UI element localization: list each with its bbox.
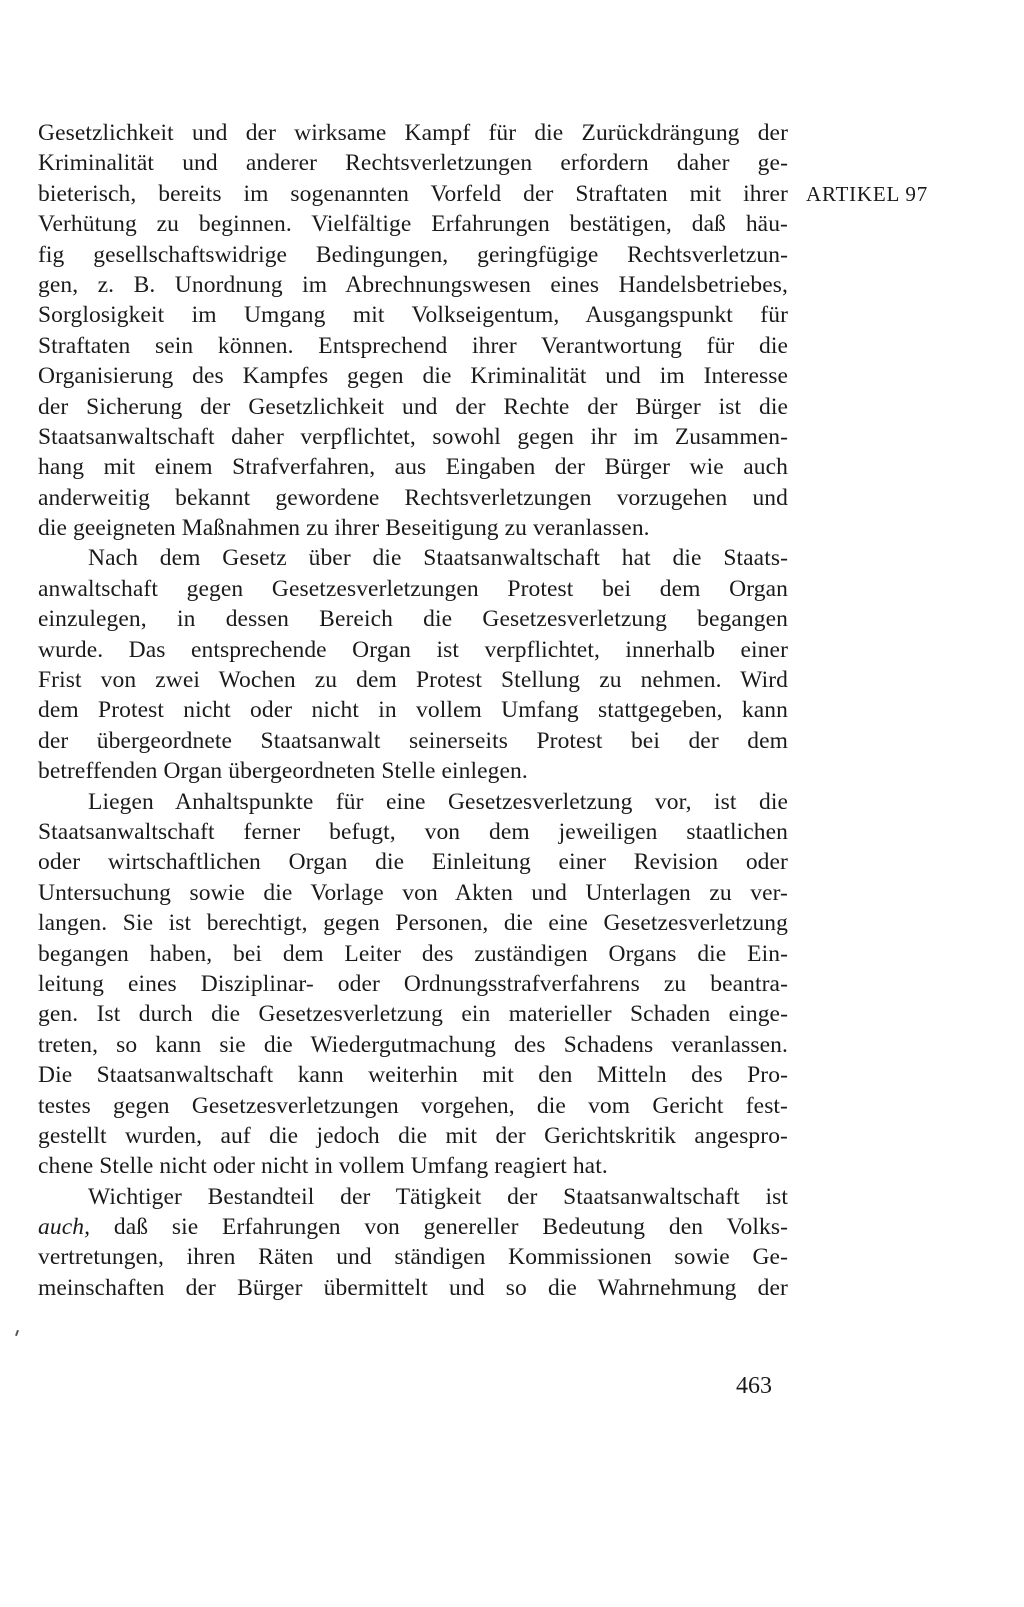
text-line: Nach dem Gesetz über die Staatsanwaltschaft hat die Staats- [88,545,788,572]
body-text [38,118,788,1303]
text-line: Sorglosigkeit im Umgang mit Volkseigentum, Ausgangspunkt für [38,302,788,329]
text-line: dem Protest nicht oder nicht in vollem Umfang stattgegeben, kann [38,697,788,724]
emphasized-word: auch, [38,1214,91,1241]
text-line: langen. Sie ist berechtigt, gegen Personen, die eine Gesetzesverletzung [38,910,788,937]
text-line: gen. Ist durch die Gesetzesverletzung ein materieller Schaden einge- [38,1001,788,1028]
text-line: Liegen Anhaltspunkte für eine Gesetzesverletzung vor, ist die [88,788,788,815]
text-line: Organisierung des Kampfes gegen die Kriminalität und im Interesse [38,363,788,390]
text-line: oder wirtschaftlichen Organ die Einleitung einer Revision oder [38,849,788,876]
paragraph [38,787,788,1182]
text-line: die geeigneten Maßnahmen zu ihrer Beseitigung zu veranlassen. [38,515,650,542]
paragraph [38,1182,788,1304]
text-line: meinschaften der Bürger übermittelt und so die Wahrnehmung der [38,1274,788,1301]
text-line: vertretungen, ihren Räten und ständigen Kommissionen sowie Ge- [38,1244,788,1271]
text-line: Kriminalität und anderer Rechtsverletzungen erfordern daher ge- [38,150,788,177]
text-line: der Sicherung der Gesetzlichkeit und der Rechte der Bürger ist die [38,393,788,420]
text-line: der übergeordnete Staatsanwalt seinerseits Protest bei der dem [38,727,788,754]
text-line: treten, so kann sie die Wiedergutmachung des Schadens veranlassen. [38,1031,788,1058]
text-line: Verhütung zu beginnen. Vielfältige Erfahrungen bestätigen, daß häu- [38,211,788,238]
text-line: Untersuchung sowie die Vorlage von Akten und Unterlagen zu ver- [38,879,788,906]
text-line: leitung eines Disziplinar- oder Ordnungsstrafverfahrens zu beantra- [38,970,788,997]
page-number: 463 [736,1373,772,1399]
text-line: bieterisch, bereits im sogenannten Vorfeld der Straftaten mit ihrer [38,180,788,207]
print-speck [15,1330,19,1336]
text-line: chene Stelle nicht oder nicht in vollem Umfang reagiert hat. [38,1153,608,1180]
text-line: Straftaten sein können. Entsprechend ihrer Verantwortung für die [38,332,788,359]
text-line: fig gesellschaftswidrige Bedingungen, geringfügige Rechtsverletzun- [38,241,788,268]
text-line: Wichtiger Bestandteil der Tätigkeit der Staatsanwaltschaft ist [88,1183,788,1210]
text-line: Staatsanwaltschaft ferner befugt, von dem jeweiligen staatlichen [38,818,788,845]
text-line: testes gegen Gesetzesverletzungen vorgehen, die vom Gericht fest- [38,1092,788,1119]
text-line: wurde. Das entsprechende Organ ist verpflichtet, innerhalb einer [38,636,788,663]
text-line: Staatsanwaltschaft daher verpflichtet, sowohl gegen ihr im Zusammen- [38,423,788,450]
text-line: begangen haben, bei dem Leiter des zuständigen Organs die Ein- [38,940,788,967]
article-margin-note: ARTIKEL 97 [806,182,929,206]
text-line: gestellt wurden, auf die jedoch die mit der Gerichtskritik angespro- [38,1122,788,1149]
paragraph [38,118,788,543]
text-line: anderweitig bekannt gewordene Rechtsverletzungen vorzugehen und [38,484,788,511]
text-line: einzulegen, in dessen Bereich die Gesetzesverletzung begangen [38,606,788,633]
text-line: Gesetzlichkeit und der wirksame Kampf für die Zurückdrängung der [38,120,788,146]
text-line: Die Staatsanwaltschaft kann weiterhin mit den Mitteln des Pro- [38,1062,788,1089]
text-line: auch, daß sie Erfahrungen von genereller Bedeutung den Volks- [38,1214,788,1241]
text-line: anwaltschaft gegen Gesetzesverletzungen Protest bei dem Organ [38,575,788,602]
text-line: betreffenden Organ übergeordneten Stelle einlegen. [38,758,528,785]
text-line: gen, z. B. Unordnung im Abrechnungswesen eines Handelsbetriebes, [38,271,788,298]
text-line: Frist von zwei Wochen zu dem Protest Stellung zu nehmen. Wird [38,667,788,694]
paragraph [38,543,788,786]
text-line: hang mit einem Strafverfahren, aus Eingaben der Bürger wie auch [38,454,788,481]
